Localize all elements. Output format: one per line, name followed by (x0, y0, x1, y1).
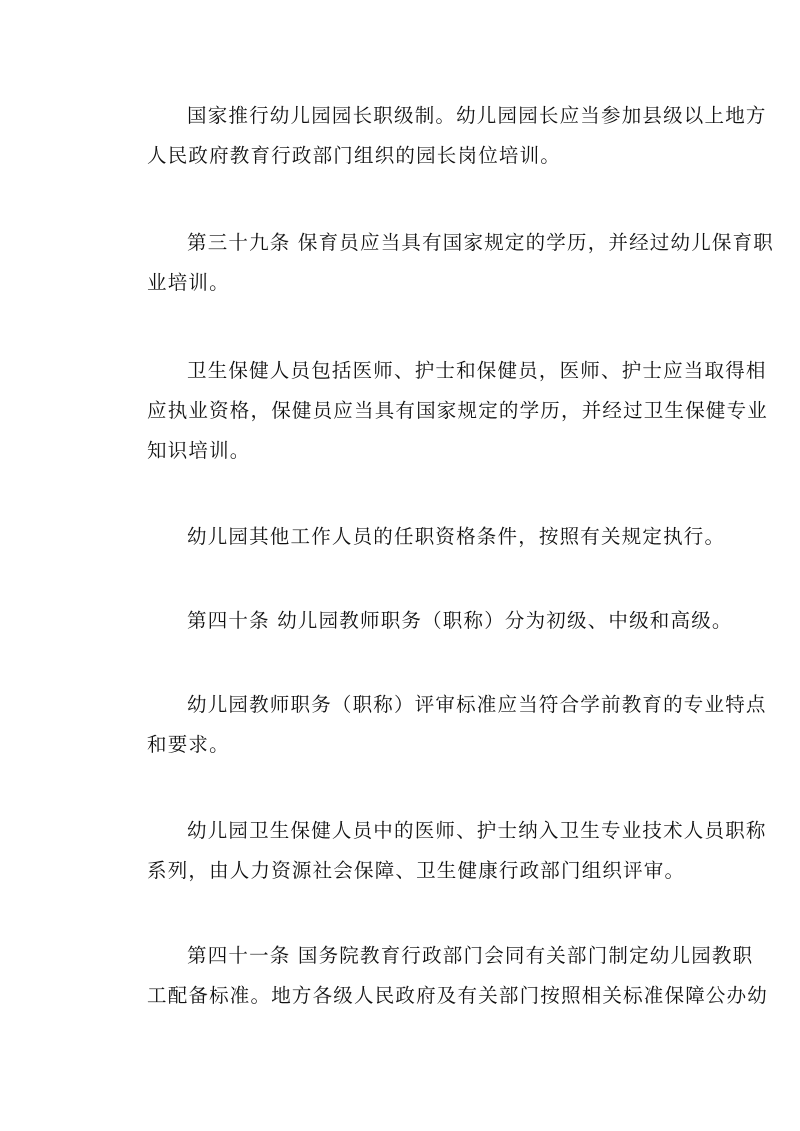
paragraph-p8 (108, 936, 769, 1016)
paragraph-line: 卫生保健人员包括医师、护士和保健员，医师、护士应当取得相 (187, 359, 767, 382)
paragraph-line: 国家推行幼儿园园长职级制。幼儿园园长应当参加县级以上地方 (187, 104, 767, 127)
paragraph-line: 业培训。 (147, 271, 230, 294)
paragraph-line: 知识培训。 (147, 439, 251, 462)
paragraph-p2 (108, 223, 774, 303)
paragraph-line: 系列，由人力资源社会保障、卫生健康行政部门组织评审。 (147, 859, 686, 882)
paragraph-line: 幼儿园卫生保健人员中的医师、护士纳入卫生专业技术人员职称 (187, 819, 767, 842)
paragraph-line: 人民政府教育行政部门组织的园长岗位培训。 (147, 144, 562, 167)
paragraph-p6 (108, 685, 767, 765)
paragraph-line: 第三十九条 保育员应当具有国家规定的学历，并经过幼儿保育职 (187, 231, 774, 254)
paragraph-line: 幼儿园教师职务（职称）评审标准应当符合学前教育的专业特点 (187, 693, 767, 716)
paragraph-line: 工配备标准。地方各级人民政府及有关部门按照相关标准保障公办幼 (147, 984, 769, 1007)
paragraph-p7 (108, 811, 767, 891)
paragraph-p5 (108, 601, 733, 641)
paragraph-line: 第四十一条 国务院教育行政部门会同有关部门制定幼儿园教职 (187, 944, 754, 967)
paragraph-p3 (108, 351, 769, 471)
paragraph-line: 幼儿园其他工作人员的任职资格条件，按照有关规定执行。 (187, 525, 726, 548)
paragraph-p4 (108, 517, 726, 557)
paragraph-p1 (108, 96, 767, 176)
paragraph-line: 第四十条 幼儿园教师职务（职称）分为初级、中级和高级。 (187, 609, 733, 632)
paragraph-line: 应执业资格，保健员应当具有国家规定的学历，并经过卫生保健专业 (147, 399, 769, 422)
paragraph-line: 和要求。 (147, 733, 230, 756)
